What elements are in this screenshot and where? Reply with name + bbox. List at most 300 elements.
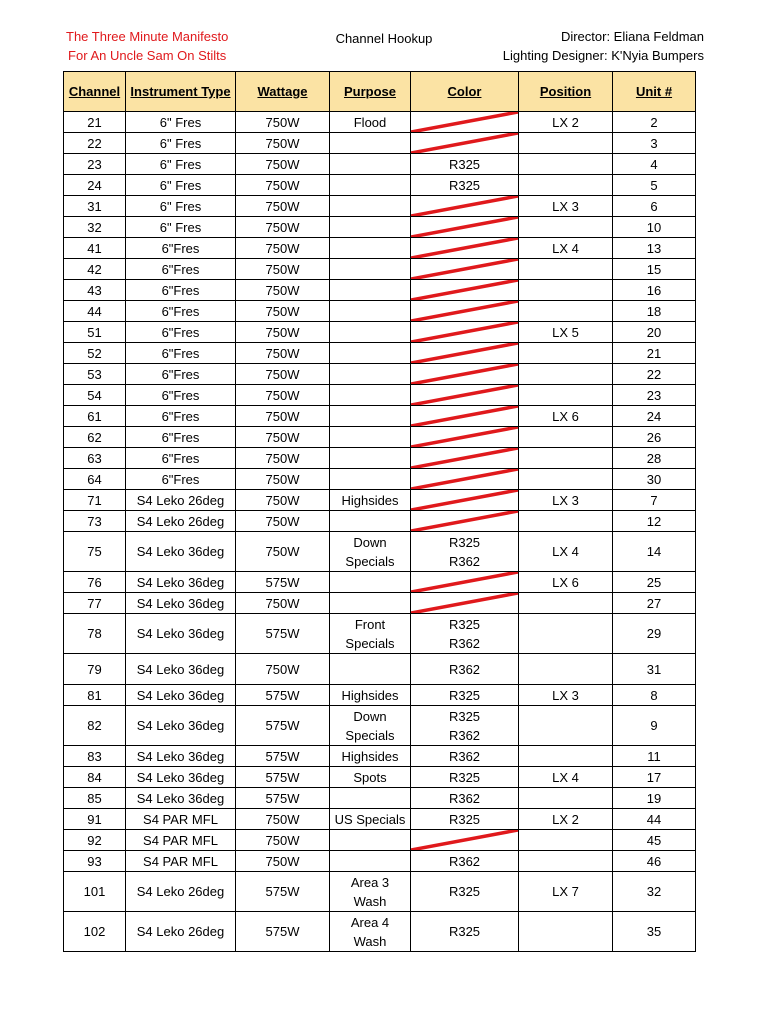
cell-color: [411, 912, 519, 952]
cell-position: [519, 746, 613, 767]
table-row: [64, 912, 696, 952]
cell-instrument-type: [126, 301, 236, 322]
table-row: [64, 259, 696, 280]
cell-instrument-type: [126, 154, 236, 175]
cell-purpose-text: Highsides: [341, 687, 399, 703]
cell-position: [519, 685, 613, 706]
table-row: [64, 872, 696, 912]
cell-channel: [64, 912, 126, 952]
table-row: [64, 572, 696, 593]
table-row: [64, 654, 696, 685]
cell-wattage-text: 575W: [265, 687, 300, 703]
cell-color-line: R362: [448, 727, 481, 743]
cell-instrument-type-text: S4 Leko 26deg: [136, 513, 225, 529]
cell-channel: [64, 112, 126, 133]
cell-purpose: [330, 154, 411, 175]
designer-credit: Lighting Designer: K'Nyia Bumpers: [502, 48, 704, 63]
cell-channel: [64, 133, 126, 154]
cell-wattage-text: 750W: [265, 544, 300, 559]
column-header-instrument-type: Instrument Type: [126, 72, 236, 112]
cell-unit: [613, 572, 696, 593]
no-color-slash: [411, 112, 518, 132]
cell-wattage-text: 750W: [265, 429, 300, 445]
cell-wattage: [236, 448, 330, 469]
cell-wattage: [236, 851, 330, 872]
cell-unit-text: 21: [646, 345, 662, 361]
cell-position: [519, 364, 613, 385]
cell-color: [411, 685, 519, 706]
column-header-channel: Channel: [64, 72, 126, 112]
cell-position: [519, 175, 613, 196]
cell-position: [519, 872, 613, 912]
cell-color-text: R362: [448, 748, 481, 764]
cell-channel: [64, 532, 126, 572]
cell-wattage-text: 750W: [265, 832, 300, 848]
cell-position-text: LX 3: [552, 687, 579, 703]
cell-unit: [613, 406, 696, 427]
cell-position: [519, 385, 613, 406]
cell-unit-text: 2: [650, 114, 658, 130]
cell-position: [519, 112, 613, 133]
cell-purpose: [330, 406, 411, 427]
cell-unit-text: 17: [646, 769, 662, 785]
cell-instrument-type-text: 6"Fres: [161, 471, 200, 487]
cell-channel: [64, 490, 126, 511]
no-color-slash: [411, 830, 518, 850]
cell-purpose: [330, 572, 411, 593]
cell-channel: [64, 154, 126, 175]
cell-purpose-text: Spots: [353, 769, 387, 785]
cell-wattage: [236, 322, 330, 343]
table-row: [64, 196, 696, 217]
cell-position: [519, 322, 613, 343]
cell-instrument-type: [126, 809, 236, 830]
no-color-slash: [411, 448, 518, 468]
cell-instrument-type-text: 6"Fres: [161, 366, 200, 382]
cell-channel-text: 63: [87, 450, 102, 466]
cell-position-text: LX 6: [552, 408, 579, 424]
cell-unit-text: 4: [650, 156, 658, 172]
cell-instrument-type: [126, 406, 236, 427]
cell-position: [519, 448, 613, 469]
table-row: [64, 490, 696, 511]
cell-purpose: [330, 830, 411, 851]
cell-channel-text: 22: [87, 135, 102, 151]
cell-wattage-text: 575W: [265, 884, 300, 899]
cell-unit: [613, 217, 696, 238]
cell-wattage-text: 750W: [265, 366, 300, 382]
cell-position: [519, 427, 613, 448]
cell-color: [411, 593, 519, 614]
cell-channel: [64, 706, 126, 746]
cell-position: [519, 788, 613, 809]
cell-channel: [64, 406, 126, 427]
cell-channel-text: 24: [87, 177, 102, 193]
no-color-slash: [411, 343, 518, 363]
cell-instrument-type-text: 6"Fres: [161, 429, 200, 445]
cell-position: [519, 259, 613, 280]
cell-wattage: [236, 809, 330, 830]
cell-unit-text: 12: [646, 513, 662, 529]
cell-purpose: [330, 511, 411, 532]
cell-purpose-line: Wash: [353, 933, 387, 949]
cell-channel: [64, 259, 126, 280]
cell-instrument-type-text: S4 Leko 36deg: [136, 544, 225, 559]
cell-instrument-type-text: S4 PAR MFL: [143, 811, 218, 827]
cell-channel: [64, 872, 126, 912]
no-color-slash: [411, 280, 518, 300]
column-header-unit: Unit #: [613, 72, 696, 112]
cell-instrument-type: [126, 112, 236, 133]
cell-instrument-type: [126, 427, 236, 448]
cell-channel-text: 81: [87, 687, 102, 703]
column-header-wattage: Wattage: [236, 72, 330, 112]
cell-channel: [64, 809, 126, 830]
cell-unit: [613, 196, 696, 217]
cell-unit-text: 11: [647, 748, 661, 764]
cell-wattage-text: 750W: [265, 303, 300, 319]
table-row: [64, 301, 696, 322]
cell-unit: [613, 532, 696, 572]
cell-color-line: R325: [448, 616, 481, 632]
cell-purpose-line: Front: [354, 616, 386, 632]
cell-wattage: [236, 217, 330, 238]
cell-position: [519, 301, 613, 322]
cell-color: [411, 238, 519, 259]
cell-purpose: [330, 851, 411, 872]
cell-channel: [64, 572, 126, 593]
cell-instrument-type-text: 6"Fres: [161, 282, 200, 298]
cell-purpose: [330, 872, 411, 912]
cell-wattage-text: 750W: [265, 811, 300, 827]
cell-position: [519, 654, 613, 685]
cell-channel-text: 42: [87, 261, 102, 277]
cell-wattage-text: 750W: [265, 513, 300, 529]
cell-instrument-type-text: 6" Fres: [159, 156, 202, 172]
no-color-slash: [411, 238, 518, 258]
cell-channel: [64, 511, 126, 532]
table-header-row: [64, 72, 696, 112]
cell-purpose: [330, 385, 411, 406]
cell-color: [411, 175, 519, 196]
cell-channel-text: 75: [87, 544, 102, 559]
cell-color: [411, 830, 519, 851]
cell-instrument-type-text: 6"Fres: [161, 240, 200, 256]
no-color-slash: [411, 469, 518, 489]
cell-instrument-type: [126, 217, 236, 238]
cell-instrument-type-text: S4 Leko 36deg: [136, 574, 225, 590]
cell-instrument-type-text: 6" Fres: [159, 177, 202, 193]
cell-instrument-type: [126, 912, 236, 952]
show-title-line2: For An Uncle Sam On Stilts: [68, 48, 227, 63]
no-color-slash: [411, 217, 518, 237]
cell-wattage: [236, 685, 330, 706]
cell-position-text: LX 2: [552, 114, 579, 130]
cell-unit-text: 19: [646, 790, 662, 806]
cell-instrument-type: [126, 872, 236, 912]
table-row: [64, 685, 696, 706]
cell-position: [519, 572, 613, 593]
cell-purpose-line: Specials: [345, 635, 395, 651]
cell-unit: [613, 912, 696, 952]
cell-position: [519, 238, 613, 259]
cell-wattage: [236, 427, 330, 448]
cell-purpose: [330, 685, 411, 706]
cell-channel: [64, 364, 126, 385]
cell-unit-text: 27: [646, 595, 662, 611]
cell-purpose: [330, 767, 411, 788]
cell-color: [411, 448, 519, 469]
cell-wattage-text: 750W: [265, 595, 300, 611]
cell-channel-text: 91: [87, 811, 102, 827]
cell-channel: [64, 614, 126, 654]
no-color-slash: [411, 259, 518, 279]
no-color-slash: [411, 572, 518, 592]
no-color-slash: [411, 133, 518, 153]
cell-instrument-type: [126, 448, 236, 469]
cell-instrument-type: [126, 490, 236, 511]
cell-unit: [613, 301, 696, 322]
cell-wattage: [236, 490, 330, 511]
table-row: [64, 532, 696, 572]
table-row: [64, 406, 696, 427]
cell-unit: [613, 322, 696, 343]
cell-position-text: LX 5: [552, 324, 579, 340]
cell-purpose: [330, 259, 411, 280]
cell-instrument-type-text: S4 Leko 36deg: [136, 790, 225, 806]
cell-wattage: [236, 406, 330, 427]
cell-color: [411, 364, 519, 385]
cell-unit: [613, 133, 696, 154]
cell-purpose: [330, 217, 411, 238]
cell-instrument-type-text: S4 PAR MFL: [143, 853, 218, 869]
cell-instrument-type-text: S4 Leko 26deg: [136, 924, 225, 939]
cell-unit-text: 25: [646, 574, 662, 590]
cell-instrument-type: [126, 614, 236, 654]
cell-purpose: [330, 788, 411, 809]
cell-unit-text: 32: [646, 884, 662, 899]
cell-wattage: [236, 112, 330, 133]
cell-channel: [64, 746, 126, 767]
cell-purpose-line: Down: [353, 708, 387, 724]
cell-wattage-text: 750W: [265, 156, 300, 172]
cell-wattage-text: 750W: [265, 198, 300, 214]
no-color-slash: [411, 406, 518, 426]
cell-channel: [64, 238, 126, 259]
table-row: [64, 427, 696, 448]
cell-wattage-text: 575W: [265, 769, 300, 785]
table-row: [64, 448, 696, 469]
cell-color: [411, 706, 519, 746]
cell-purpose-line: Specials: [345, 727, 395, 743]
cell-position: [519, 614, 613, 654]
cell-channel-text: 52: [87, 345, 102, 361]
cell-position-text: LX 7: [552, 884, 579, 899]
cell-instrument-type: [126, 788, 236, 809]
cell-unit: [613, 614, 696, 654]
cell-color: [411, 469, 519, 490]
cell-unit: [613, 112, 696, 133]
cell-wattage: [236, 469, 330, 490]
cell-purpose: [330, 809, 411, 830]
cell-unit: [613, 593, 696, 614]
cell-channel-text: 32: [87, 219, 102, 235]
table-row: [64, 175, 696, 196]
cell-position: [519, 406, 613, 427]
cell-wattage-text: 750W: [265, 114, 300, 130]
cell-channel-text: 85: [87, 790, 102, 806]
cell-instrument-type: [126, 469, 236, 490]
cell-channel: [64, 427, 126, 448]
cell-instrument-type: [126, 175, 236, 196]
cell-channel-text: 62: [87, 429, 102, 445]
cell-unit-text: 24: [646, 408, 662, 424]
cell-channel-text: 78: [87, 626, 102, 641]
cell-color-text: R325: [448, 769, 481, 785]
cell-wattage-text: 575W: [265, 790, 300, 806]
cell-position-text: LX 2: [552, 811, 579, 827]
cell-position-text: LX 4: [552, 769, 579, 785]
cell-unit-text: 18: [646, 303, 662, 319]
cell-instrument-type: [126, 385, 236, 406]
cell-color: [411, 788, 519, 809]
cell-wattage: [236, 175, 330, 196]
table-row: [64, 830, 696, 851]
cell-channel: [64, 196, 126, 217]
cell-unit-text: 8: [650, 687, 658, 703]
cell-purpose-text: Highsides: [341, 492, 399, 508]
cell-instrument-type-text: 6"Fres: [161, 450, 200, 466]
cell-color-line: R325: [448, 534, 481, 550]
cell-color: [411, 490, 519, 511]
cell-unit-text: 46: [646, 853, 662, 869]
cell-wattage-text: 575W: [265, 626, 300, 641]
no-color-slash: [411, 196, 518, 216]
cell-position: [519, 280, 613, 301]
cell-position: [519, 851, 613, 872]
cell-wattage: [236, 154, 330, 175]
cell-unit: [613, 175, 696, 196]
cell-instrument-type: [126, 706, 236, 746]
cell-color-text: R325: [448, 924, 481, 939]
cell-color: [411, 614, 519, 654]
cell-unit: [613, 746, 696, 767]
cell-wattage-text: 575W: [265, 574, 300, 590]
cell-channel: [64, 830, 126, 851]
cell-purpose: [330, 364, 411, 385]
cell-purpose: [330, 112, 411, 133]
cell-color: [411, 196, 519, 217]
cell-unit-text: 31: [646, 661, 662, 677]
cell-position-text: LX 3: [552, 198, 579, 214]
table-row: [64, 217, 696, 238]
cell-channel: [64, 593, 126, 614]
cell-channel: [64, 343, 126, 364]
cell-position: [519, 511, 613, 532]
cell-position: [519, 133, 613, 154]
cell-color-text: R325: [448, 687, 481, 703]
cell-purpose: [330, 469, 411, 490]
cell-unit-text: 14: [646, 544, 662, 559]
cell-channel-text: 101: [83, 884, 106, 899]
cell-channel-text: 51: [87, 324, 102, 340]
cell-wattage-text: 750W: [265, 282, 300, 298]
cell-unit: [613, 154, 696, 175]
cell-purpose: [330, 912, 411, 952]
cell-purpose: [330, 427, 411, 448]
cell-unit-text: 13: [646, 240, 662, 256]
cell-wattage-text: 750W: [265, 345, 300, 361]
cell-wattage: [236, 830, 330, 851]
cell-instrument-type-text: S4 Leko 36deg: [136, 661, 225, 677]
cell-channel-text: 54: [87, 387, 102, 403]
cell-color: [411, 154, 519, 175]
cell-channel: [64, 175, 126, 196]
cell-color: [411, 872, 519, 912]
cell-wattage: [236, 133, 330, 154]
cell-instrument-type-text: S4 Leko 36deg: [136, 687, 225, 703]
cell-purpose-line: Area 3: [350, 874, 390, 890]
cell-wattage-text: 750W: [265, 450, 300, 466]
cell-instrument-type: [126, 511, 236, 532]
table-row: [64, 364, 696, 385]
cell-instrument-type-text: 6"Fres: [161, 387, 200, 403]
cell-wattage: [236, 385, 330, 406]
table-row: [64, 746, 696, 767]
cell-purpose: [330, 196, 411, 217]
cell-unit: [613, 511, 696, 532]
cell-position-text: LX 6: [552, 574, 579, 590]
cell-purpose: [330, 614, 411, 654]
column-header-purpose: Purpose: [330, 72, 411, 112]
cell-unit-text: 15: [646, 261, 662, 277]
cell-purpose-line: Wash: [353, 893, 387, 909]
cell-wattage-text: 575W: [265, 718, 300, 733]
cell-unit-text: 23: [646, 387, 662, 403]
cell-unit: [613, 259, 696, 280]
cell-position: [519, 469, 613, 490]
cell-position: [519, 706, 613, 746]
cell-purpose: [330, 343, 411, 364]
cell-color: [411, 427, 519, 448]
cell-channel-text: 64: [87, 471, 102, 487]
cell-position: [519, 767, 613, 788]
cell-channel-text: 77: [87, 595, 102, 611]
table-row: [64, 511, 696, 532]
cell-wattage: [236, 196, 330, 217]
cell-wattage-text: 575W: [265, 748, 300, 764]
no-color-slash: [411, 301, 518, 321]
cell-wattage-text: 750W: [265, 324, 300, 340]
cell-instrument-type: [126, 593, 236, 614]
cell-wattage-text: 750W: [265, 661, 300, 677]
cell-wattage: [236, 746, 330, 767]
cell-unit-text: 45: [646, 832, 662, 848]
cell-wattage-text: 750W: [265, 492, 300, 508]
cell-color: [411, 322, 519, 343]
cell-purpose: [330, 593, 411, 614]
cell-channel: [64, 217, 126, 238]
cell-unit-text: 28: [646, 450, 662, 466]
cell-wattage: [236, 593, 330, 614]
cell-instrument-type: [126, 259, 236, 280]
cell-color-text: R325: [448, 884, 481, 899]
cell-channel-text: 61: [87, 408, 102, 424]
cell-position: [519, 343, 613, 364]
cell-instrument-type: [126, 685, 236, 706]
cell-wattage: [236, 912, 330, 952]
column-header-position: Position: [519, 72, 613, 112]
